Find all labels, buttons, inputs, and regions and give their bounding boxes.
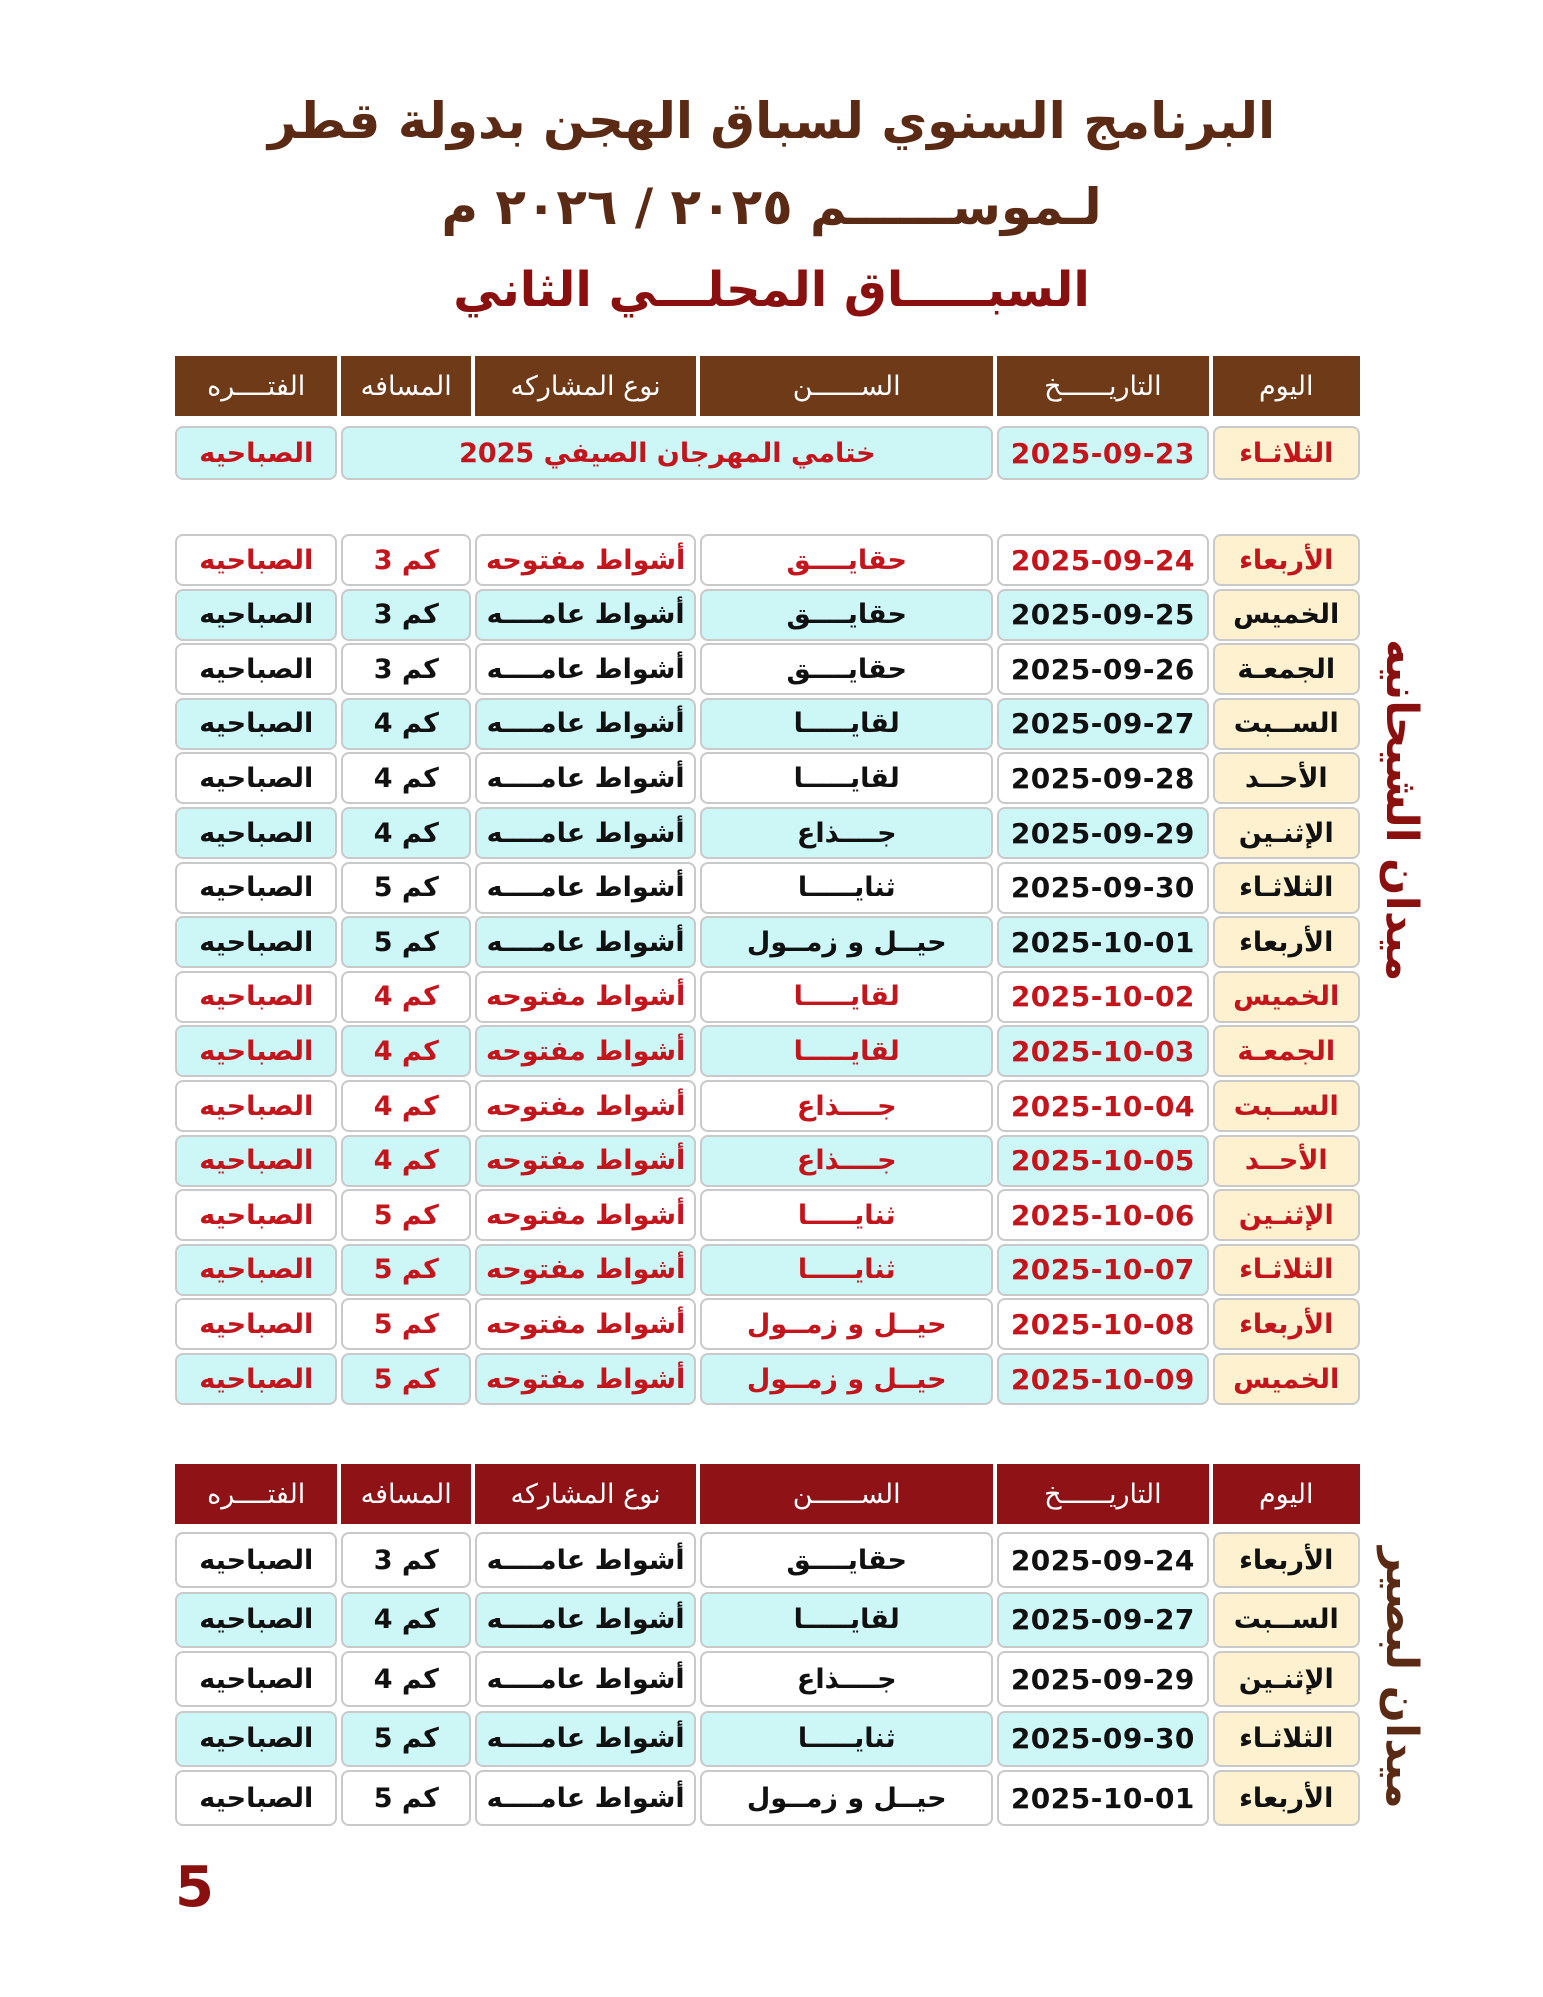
period-cell: الصباحيه (175, 752, 337, 804)
date-cell: 2025-09-29 (997, 1651, 1208, 1707)
table-row (175, 643, 1360, 695)
date-cell: 2025-10-06 (997, 1189, 1208, 1241)
distance-cell: 4 كم (341, 1135, 471, 1187)
date-cell: 2025-09-26 (997, 643, 1208, 695)
period-cell: الصباحيه (175, 698, 337, 750)
period-cell: الصباحيه (175, 1298, 337, 1350)
date-cell: 2025-10-04 (997, 1080, 1208, 1132)
period-cell: الصباحيه (175, 1592, 337, 1648)
period-cell: الصباحيه (175, 1189, 337, 1241)
age-cell: حقايــــق (700, 534, 993, 586)
date-cell: 2025-10-08 (997, 1298, 1208, 1350)
distance-cell: 4 كم (341, 971, 471, 1023)
date-cell: 2025-09-30 (997, 1711, 1208, 1767)
day-cell: الثلاثـاء (1213, 1711, 1361, 1767)
header-date: التاريــــــخ (997, 1464, 1208, 1524)
day-cell: الخميس (1213, 971, 1361, 1023)
period-cell: الصباحيه (175, 643, 337, 695)
header-day: اليوم (1213, 356, 1361, 416)
special-period: الصباحيه (175, 426, 337, 480)
age-cell: جــــذاع (700, 1080, 993, 1132)
table-row (175, 1135, 1360, 1187)
type-cell: أشواط عامــــه (475, 1592, 696, 1648)
special-event: ختامي المهرجان الصيفي 2025 (341, 426, 993, 480)
day-cell: الأربعاء (1213, 916, 1361, 968)
type-cell: أشواط مفتوحه (475, 1298, 696, 1350)
date-cell: 2025-10-01 (997, 916, 1208, 968)
period-cell: الصباحيه (175, 1353, 337, 1405)
day-cell: الســبت (1213, 1592, 1361, 1648)
table-row (175, 1189, 1360, 1241)
table-row (175, 1353, 1360, 1405)
day-cell: الخميس (1213, 1353, 1361, 1405)
season-subtitle: لـموســــــم ٢٠٢٥ / ٢٠٢٦ م (441, 178, 1102, 236)
period-cell: الصباحيه (175, 589, 337, 641)
venue1-label: ميدان الشيحانيه (1376, 638, 1427, 982)
date-cell: 2025-09-27 (997, 698, 1208, 750)
date-cell: 2025-09-30 (997, 862, 1208, 914)
race-subtitle: السبـــــاق المحلـــي الثاني (453, 262, 1090, 318)
table-row (175, 1770, 1360, 1826)
period-cell: الصباحيه (175, 1135, 337, 1187)
table-row (175, 807, 1360, 859)
distance-cell: 4 كم (341, 1592, 471, 1648)
distance-cell: 3 كم (341, 534, 471, 586)
date-cell: 2025-10-09 (997, 1353, 1208, 1405)
date-cell: 2025-09-24 (997, 1532, 1208, 1588)
table-row (175, 1244, 1360, 1296)
period-cell: الصباحيه (175, 1651, 337, 1707)
type-cell: أشواط عامــــه (475, 1651, 696, 1707)
page-number: 5 (175, 1855, 214, 1920)
distance-cell: 5 كم (341, 862, 471, 914)
age-cell: حقايــــق (700, 1532, 993, 1588)
age-cell: لقايـــــا (700, 698, 993, 750)
period-cell: الصباحيه (175, 862, 337, 914)
date-cell: 2025-10-03 (997, 1025, 1208, 1077)
period-cell: الصباحيه (175, 971, 337, 1023)
date-cell: 2025-10-02 (997, 971, 1208, 1023)
distance-cell: 5 كم (341, 1353, 471, 1405)
type-cell: أشواط عامــــه (475, 916, 696, 968)
day-cell: الإثنـين (1213, 1651, 1361, 1707)
day-cell: الأربعاء (1213, 1770, 1361, 1826)
table-row (175, 1025, 1360, 1077)
type-cell: أشواط مفتوحه (475, 1025, 696, 1077)
age-cell: ثنايـــــا (700, 1189, 993, 1241)
period-cell: الصباحيه (175, 1711, 337, 1767)
type-cell: أشواط عامــــه (475, 1770, 696, 1826)
day-cell: الأربعاء (1213, 1298, 1361, 1350)
table-header-2 (175, 1464, 1360, 1524)
age-cell: ثنايـــــا (700, 862, 993, 914)
age-cell: حيــل و زمــول (700, 1353, 993, 1405)
header-day: اليوم (1213, 1464, 1361, 1524)
date-cell: 2025-09-27 (997, 1592, 1208, 1648)
type-cell: أشواط عامــــه (475, 698, 696, 750)
age-cell: لقايـــــا (700, 1592, 993, 1648)
header-type: نوع المشاركه (475, 356, 696, 416)
table-row (175, 971, 1360, 1023)
header-age: الســــــن (700, 1464, 993, 1524)
age-cell: ثنايـــــا (700, 1244, 993, 1296)
distance-cell: 5 كم (341, 916, 471, 968)
header-date: التاريــــــخ (997, 356, 1208, 416)
day-cell: الجمعـة (1213, 1025, 1361, 1077)
distance-cell: 4 كم (341, 1025, 471, 1077)
date-cell: 2025-09-25 (997, 589, 1208, 641)
day-cell: الســبت (1213, 1080, 1361, 1132)
day-cell: الســبت (1213, 698, 1361, 750)
type-cell: أشواط مفتوحه (475, 1189, 696, 1241)
type-cell: أشواط مفتوحه (475, 1135, 696, 1187)
table-row (175, 862, 1360, 914)
distance-cell: 5 كم (341, 1770, 471, 1826)
distance-cell: 4 كم (341, 1080, 471, 1132)
age-cell: حقايــــق (700, 589, 993, 641)
table-row (175, 916, 1360, 968)
day-cell: الخميس (1213, 589, 1361, 641)
day-cell: الثلاثـاء (1213, 1244, 1361, 1296)
table-header-1 (175, 356, 1360, 416)
distance-cell: 5 كم (341, 1711, 471, 1767)
day-cell: الأحــد (1213, 752, 1361, 804)
type-cell: أشواط عامــــه (475, 752, 696, 804)
table-row (175, 1532, 1360, 1588)
distance-cell: 4 كم (341, 807, 471, 859)
distance-cell: 3 كم (341, 643, 471, 695)
date-cell: 2025-10-07 (997, 1244, 1208, 1296)
distance-cell: 4 كم (341, 698, 471, 750)
age-cell: لقايـــــا (700, 752, 993, 804)
age-cell: جــــذاع (700, 1651, 993, 1707)
table-row (175, 752, 1360, 804)
distance-cell: 5 كم (341, 1244, 471, 1296)
period-cell: الصباحيه (175, 807, 337, 859)
date-cell: 2025-09-24 (997, 534, 1208, 586)
type-cell: أشواط عامــــه (475, 862, 696, 914)
table-row (175, 589, 1360, 641)
period-cell: الصباحيه (175, 534, 337, 586)
table-row (175, 698, 1360, 750)
header-period: الفتــــره (175, 356, 337, 416)
table-row (175, 1592, 1360, 1648)
table-row (175, 1080, 1360, 1132)
date-cell: 2025-10-05 (997, 1135, 1208, 1187)
special-date: 2025-09-23 (997, 426, 1208, 480)
type-cell: أشواط مفتوحه (475, 1244, 696, 1296)
age-cell: حيــل و زمــول (700, 1770, 993, 1826)
venue2-label: ميدان لبصير (1376, 1547, 1427, 1809)
day-cell: الثلاثـاء (1213, 862, 1361, 914)
age-cell: لقايـــــا (700, 971, 993, 1023)
period-cell: الصباحيه (175, 1080, 337, 1132)
type-cell: أشواط عامــــه (475, 1532, 696, 1588)
age-cell: جــــذاع (700, 807, 993, 859)
day-cell: الأربعاء (1213, 534, 1361, 586)
type-cell: أشواط عامــــه (475, 643, 696, 695)
table-row (175, 1711, 1360, 1767)
day-cell: الإثنـين (1213, 1189, 1361, 1241)
header-type: نوع المشاركه (475, 1464, 696, 1524)
age-cell: حيــل و زمــول (700, 1298, 993, 1350)
table-row (175, 1298, 1360, 1350)
period-cell: الصباحيه (175, 1770, 337, 1826)
period-cell: الصباحيه (175, 1532, 337, 1588)
header-distance: المسافه (341, 1464, 471, 1524)
distance-cell: 4 كم (341, 752, 471, 804)
age-cell: ثنايـــــا (700, 1711, 993, 1767)
age-cell: لقايـــــا (700, 1025, 993, 1077)
type-cell: أشواط مفتوحه (475, 534, 696, 586)
day-cell: الأحــد (1213, 1135, 1361, 1187)
age-cell: حقايــــق (700, 643, 993, 695)
day-cell: الأربعاء (1213, 1532, 1361, 1588)
date-cell: 2025-09-29 (997, 807, 1208, 859)
day-cell: الإثنـين (1213, 807, 1361, 859)
type-cell: أشواط عامــــه (475, 807, 696, 859)
distance-cell: 3 كم (341, 1532, 471, 1588)
page-title: البرنامج السنوي لسباق الهجن بدولة قطر (267, 92, 1276, 150)
header-distance: المسافه (341, 356, 471, 416)
type-cell: أشواط عامــــه (475, 589, 696, 641)
type-cell: أشواط مفتوحه (475, 1080, 696, 1132)
type-cell: أشواط عامــــه (475, 1711, 696, 1767)
type-cell: أشواط مفتوحه (475, 971, 696, 1023)
period-cell: الصباحيه (175, 1025, 337, 1077)
type-cell: أشواط مفتوحه (475, 1353, 696, 1405)
header-age: الســــــن (700, 356, 993, 416)
date-cell: 2025-10-01 (997, 1770, 1208, 1826)
table-row (175, 1651, 1360, 1707)
period-cell: الصباحيه (175, 916, 337, 968)
header-period: الفتــــره (175, 1464, 337, 1524)
age-cell: حيــل و زمــول (700, 916, 993, 968)
distance-cell: 5 كم (341, 1189, 471, 1241)
distance-cell: 4 كم (341, 1651, 471, 1707)
age-cell: جــــذاع (700, 1135, 993, 1187)
special-event-row (175, 426, 1360, 480)
distance-cell: 5 كم (341, 1298, 471, 1350)
distance-cell: 3 كم (341, 589, 471, 641)
period-cell: الصباحيه (175, 1244, 337, 1296)
day-cell: الجمعـة (1213, 643, 1361, 695)
table-row (175, 534, 1360, 586)
date-cell: 2025-09-28 (997, 752, 1208, 804)
special-day: الثلاثـاء (1213, 426, 1361, 480)
